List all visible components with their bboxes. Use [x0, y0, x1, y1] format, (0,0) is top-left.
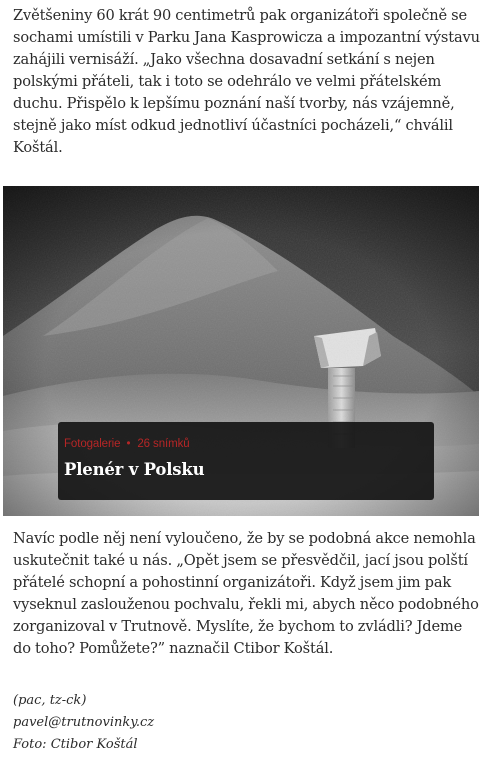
gallery-label: Fotogalerie — [64, 438, 121, 450]
gallery-meta — [64, 438, 190, 450]
author-email-link[interactable]: pavel@trutnovinky.cz — [13, 715, 155, 730]
article-credits — [13, 690, 154, 756]
photo-gallery-teaser[interactable] — [3, 186, 479, 516]
article-paragraph: Zvětšeniny 60 krát 90 centimetrů pak organizátoři společně se sochami umístili v Parku Jana Kasprowicza a impozantní výstavu zahájili vernisáží. „Jako všechna dosavadní setkání s nejen polskými přáteli, tak i toto se odehrálo ve velmi přátelském duchu. Přispělo k lepšímu poznání naší tvorby, nás vzájemně, stejně jako míst odkud jednotliví účastníci pocházeli,“ chválil Koštál. — [13, 7, 480, 156]
credits-sources: (pac, tz-ck) — [13, 693, 87, 708]
gallery-title[interactable]: Plenér v Polsku — [64, 460, 205, 479]
gallery-separator: • — [126, 438, 131, 450]
gallery-caption-box[interactable] — [58, 422, 434, 500]
photo-credit: Foto: Ctibor Koštál — [13, 737, 138, 752]
article-paragraph: Navíc podle něj není vyloučeno, že by se podobná akce nemohla uskutečnit také u nás. „Opět jsem se přesvědčil, jací jsou polští přátelé schopní a pohostinní organizátoři. Když jsem jim pak vyseknul zaslouženou pochvalu, řekli mi, abych něco podobného zorganizoval v Trutnově. Myslíte, že bychom to zvládli? Jdeme do toho? Pomůžete?” naznačil Ctibor Koštál. — [13, 530, 479, 657]
gallery-photo-count: 26 snímků — [137, 438, 190, 450]
